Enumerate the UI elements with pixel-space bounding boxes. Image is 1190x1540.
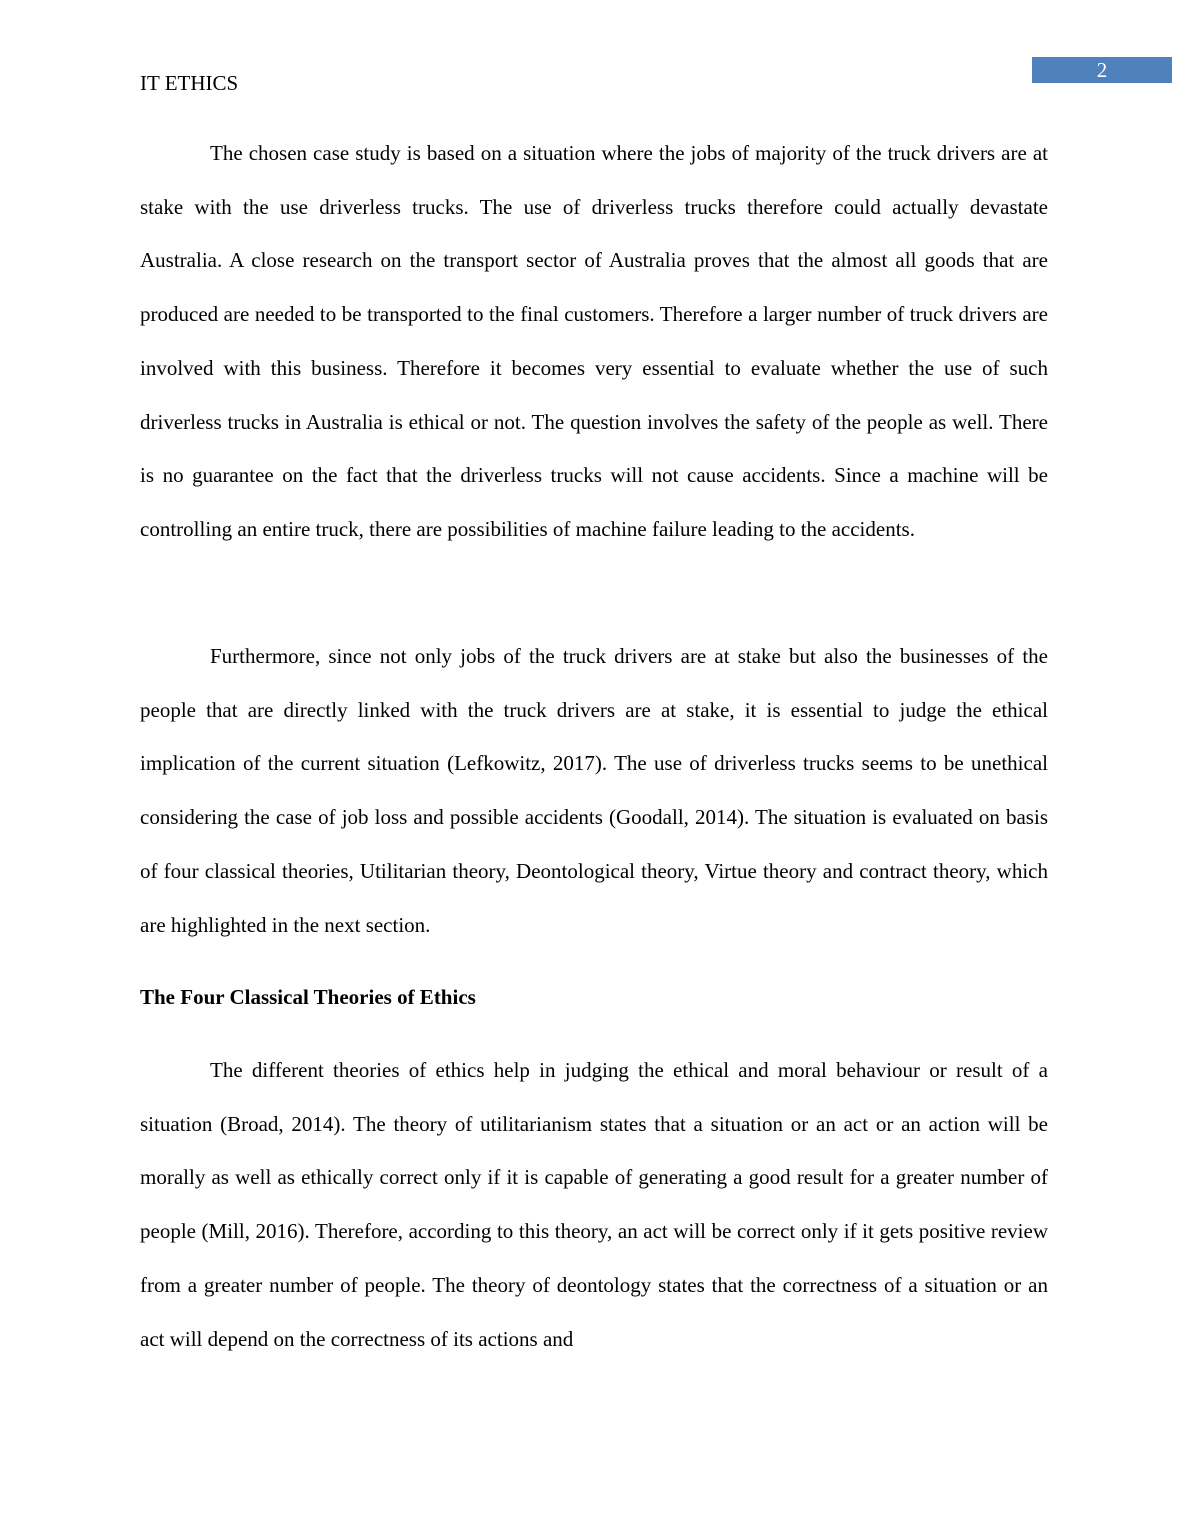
body-paragraph-2: Furthermore, since not only jobs of the truck drivers are at stake but also the businesses of the people that are directly linked with the truck drivers are at stake, it is essential to judge the ethical implication of the current situation (Lefkowitz, 2017). The use of driverless trucks seems to be unethical considering the case of job loss and possible accidents (Goodall, 2014). The situation is evaluated on basis of four classical theories, Utilitarian theory, Deontological theory, Virtue theory and contract theory, which are highlighted in the next section. — [140, 644, 1048, 937]
page-number: 2 — [1096, 58, 1108, 82]
body-paragraph-3: The different theories of ethics help in judging the ethical and moral behaviour or result of a situation (Broad, 2014). The theory of utilitarianism states that a situation or an act or an action will be morally as well as ethically correct only if it is capable of generating a good result for a greater number of people (Mill, 2016). Therefore, according to this theory, an act will be correct only if it gets positive review from a greater number of people. The theory of deontology states that the correctness of a situation or an act will depend on the correctness of its actions and — [140, 1058, 1048, 1351]
page-number-badge — [1032, 57, 1172, 83]
running-head: IT ETHICS — [140, 71, 239, 95]
body-paragraph-1: The chosen case study is based on a situation where the jobs of majority of the truck drivers are at stake with the use driverless trucks. The use of driverless trucks therefore could actually devastate Australia. A close research on the transport sector of Australia proves that the almost all goods that are produced are needed to be transported to the final customers. Therefore a larger number of truck drivers are involved with this business. Therefore it becomes very essential to evaluate whether the use of such driverless trucks in Australia is ethical or not. The question involves the safety of the people as well. There is no guarantee on the fact that the driverless trucks will not cause accidents. Since a machine will be controlling an entire truck, there are possibilities of machine failure leading to the accidents. — [140, 141, 1048, 541]
section-heading: The Four Classical Theories of Ethics — [140, 985, 476, 1009]
